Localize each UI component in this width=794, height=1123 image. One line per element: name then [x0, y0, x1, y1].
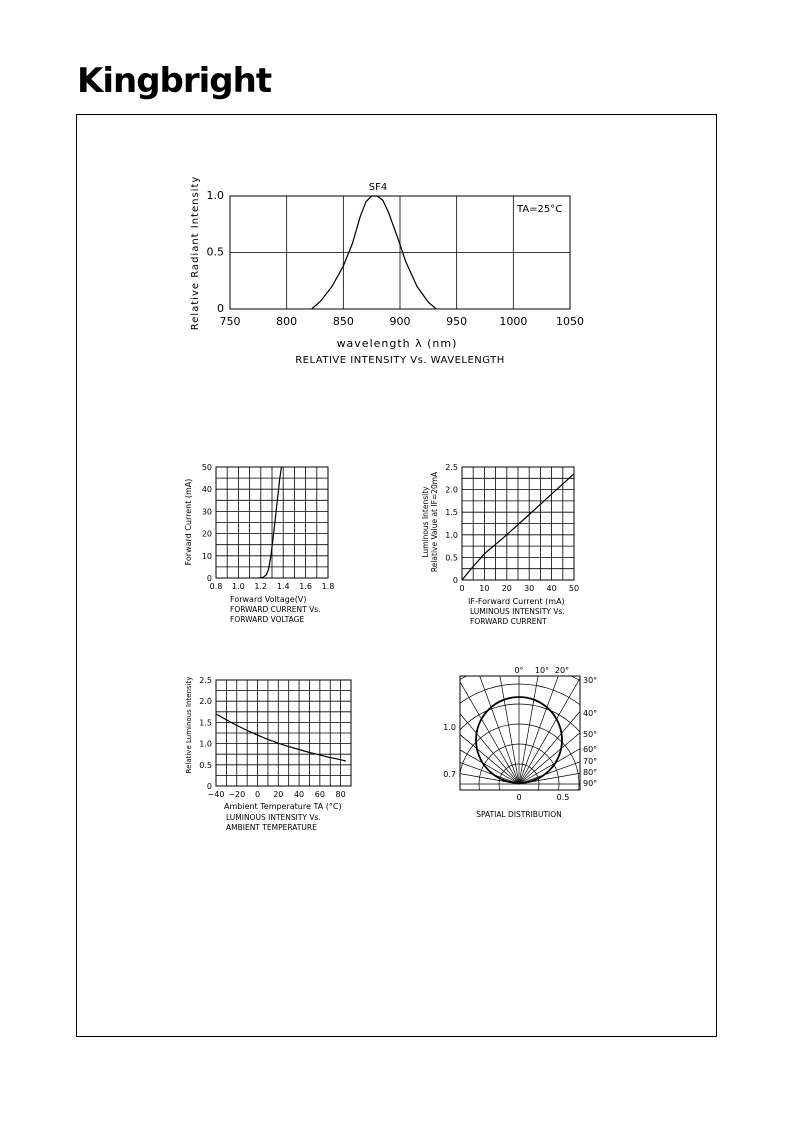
li-x-tick-label: 40 [546, 584, 557, 593]
spectrum-x-tick-label: 900 [389, 315, 411, 328]
iv-x-ticks [210, 582, 335, 591]
li-x-tick-label: 10 [479, 584, 490, 593]
temp-x-tick-label: 80 [335, 790, 346, 799]
brand-logo: Kingbright [77, 61, 272, 101]
spatial-angle-60: 60° [583, 745, 598, 754]
iv-grid [216, 467, 328, 578]
spectrum-x-tick-label: 800 [276, 315, 298, 328]
iv-y-tick-label: 10 [201, 551, 212, 561]
spatial-y-label-1: 1.0 [443, 723, 456, 732]
spectrum-y-ticks [207, 189, 225, 315]
li-y-tick-label: 0 [452, 576, 458, 585]
spectrum-y-tick-label: 1.0 [206, 189, 224, 202]
iv-y-ticks [202, 463, 212, 583]
spatial-x-label-1: 0 [516, 793, 522, 802]
spectrum-temperature-annotation: TA=25°C [517, 204, 563, 215]
spectrum-x-tick-label: 1050 [556, 315, 584, 328]
spectrum-y-tick-label: 0.5 [206, 245, 224, 259]
li-x-tick-label: 30 [524, 584, 535, 593]
spatial-polar-grid [349, 614, 689, 924]
iv-x-tick-label: 1.2 [254, 582, 268, 591]
li-y-axis-label-line-2: Relative Value at IF=20mA [430, 471, 439, 573]
spectrum-series-label: SF4 [368, 182, 388, 193]
iv-y-tick-label: 40 [201, 485, 212, 495]
spatial-x-label-2: 0.5 [556, 793, 570, 802]
temp-y-tick-label: 2.5 [199, 676, 212, 685]
spectrum-chart [190, 176, 584, 366]
li-caption-line-1: LUMINOUS INTENSITY Vs. [470, 607, 565, 616]
spatial-angle-40: 40° [583, 709, 598, 718]
spatial-y-label-2: 0.7 [443, 770, 456, 779]
spectrum-x-tick-label: 750 [219, 315, 241, 328]
spatial-angle-30: 30° [583, 676, 598, 685]
li-y-tick-label: 1.0 [445, 530, 458, 540]
li-x-tick-label: 50 [568, 584, 580, 593]
temp-y-tick-label: 1.0 [199, 739, 212, 749]
iv-x-tick-label: 1.8 [321, 582, 335, 591]
iv-x-tick-label: 0.8 [209, 582, 223, 591]
li-x-ticks [459, 584, 579, 593]
temp-caption-line-2: AMBIENT TEMPERATURE [226, 823, 317, 832]
iv-x-tick-label: 1.0 [232, 582, 245, 591]
spatial-angle-80: 80° [583, 768, 598, 777]
temp-chart [185, 676, 351, 832]
spectrum-x-ticks [220, 315, 585, 328]
iv-y-axis-label: Forward Current (mA) [184, 478, 193, 566]
spatial-angle-50: 50° [583, 730, 598, 739]
li-y-tick-label: 0.5 [445, 553, 458, 563]
spatial-chart [349, 614, 689, 924]
li-y-axis-label-line-1: Luminous Intensity [421, 486, 430, 558]
temp-y-tick-label: 1.5 [199, 718, 212, 728]
spatial-caption: SPATIAL DISTRIBUTION [476, 810, 562, 819]
temp-x-ticks [208, 790, 346, 799]
temp-y-tick-label: 0 [206, 782, 212, 791]
li-y-ticks [445, 463, 458, 585]
temp-y-ticks [199, 676, 212, 791]
iv-y-tick-label: 50 [201, 463, 212, 472]
spectrum-x-axis-label: wavelength λ (nm) [336, 337, 458, 350]
temp-x-tick-label: 60 [314, 790, 325, 799]
li-y-tick-label: 2.5 [445, 463, 458, 472]
spectrum-y-tick-label: 0 [217, 302, 224, 315]
spectrum-y-axis-label: Relative Radiant Intensity [190, 175, 201, 331]
temp-x-tick-label: 40 [293, 790, 305, 799]
temp-y-axis-label: Relative Luminous Intensity [185, 676, 193, 774]
temp-y-tick-label: 2.0 [199, 697, 212, 707]
li-chart [421, 463, 579, 626]
iv-y-tick-label: 0 [206, 574, 212, 583]
iv-x-tick-label: 1.4 [276, 582, 290, 591]
iv-x-axis-label: Forward Voltage(V) [230, 595, 307, 604]
spatial-angle-90: 90° [583, 779, 598, 788]
li-grid [462, 467, 574, 580]
temp-y-tick-label: 0.5 [199, 760, 212, 770]
temp-x-tick-label: 20 [273, 790, 284, 799]
li-x-tick-label: 20 [501, 584, 512, 593]
spatial-angle-70: 70° [583, 757, 598, 766]
temp-caption-line-1: LUMINOUS INTENSITY Vs. [226, 813, 321, 822]
li-caption-line-2: FORWARD CURRENT [470, 617, 547, 626]
li-x-tick-label: 0 [459, 584, 465, 593]
iv-y-tick-label: 30 [201, 507, 212, 517]
temp-x-tick-label: −20 [228, 790, 246, 799]
spectrum-x-tick-label: 850 [332, 315, 354, 328]
spatial-angle-0: 0° [514, 666, 524, 675]
li-y-tick-label: 2.0 [445, 485, 458, 495]
temp-x-axis-label: Ambient Temperature TA (°C) [224, 802, 342, 811]
iv-chart [184, 463, 334, 624]
spectrum-x-tick-label: 950 [446, 315, 468, 328]
spatial-angle-10: 10° [534, 666, 550, 675]
iv-caption-line-1: FORWARD CURRENT Vs. [230, 605, 321, 614]
iv-y-tick-label: 20 [201, 529, 212, 539]
li-y-tick-label: 1.5 [445, 508, 458, 518]
temp-x-tick-label: 0 [254, 790, 261, 799]
temp-grid [216, 680, 351, 786]
spectrum-caption: RELATIVE INTENSITY Vs. WAVELENGTH [295, 355, 505, 366]
iv-x-tick-label: 1.6 [299, 582, 312, 591]
iv-caption-line-2: FORWARD VOLTAGE [230, 615, 305, 624]
spectrum-x-tick-label: 1000 [499, 315, 528, 328]
li-x-axis-label: IF-Forward Current (mA) [468, 597, 565, 606]
temp-x-tick-label: −40 [207, 790, 225, 799]
spatial-angle-20: 20° [554, 666, 570, 675]
